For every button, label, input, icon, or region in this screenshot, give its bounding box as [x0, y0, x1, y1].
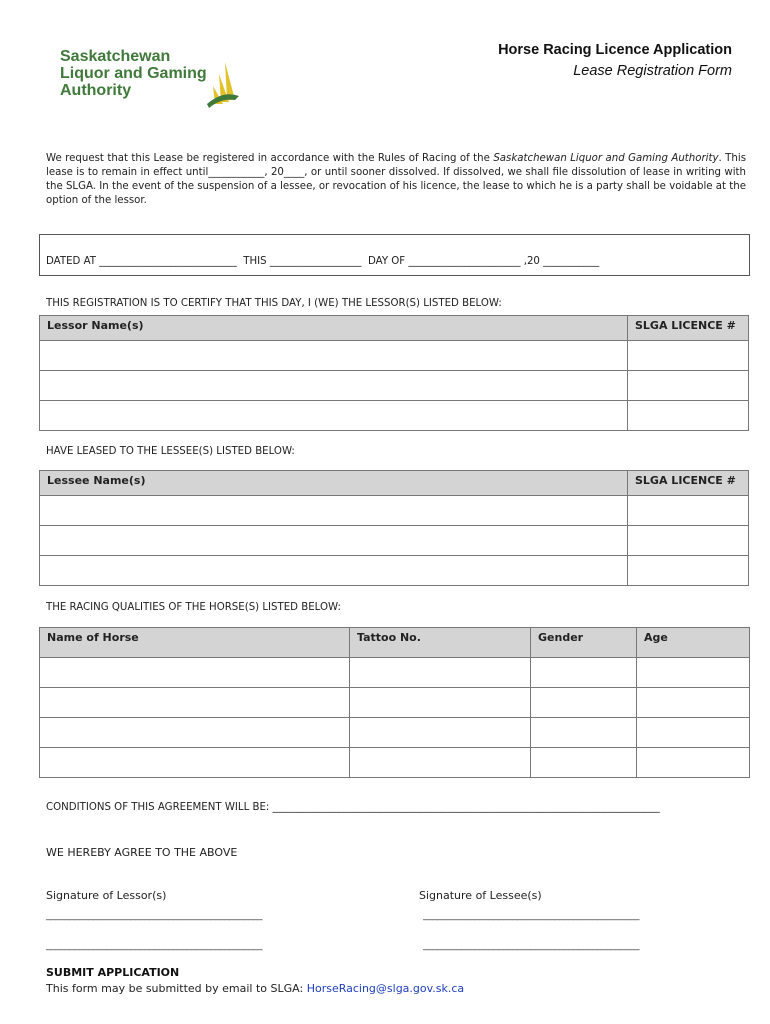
- lessor-name-cell[interactable]: [40, 371, 628, 401]
- lessee-licence-cell[interactable]: [628, 526, 749, 556]
- table-row: [40, 688, 750, 718]
- logo-line-1: Saskatchewan: [60, 48, 171, 65]
- lessor-name-cell[interactable]: [40, 401, 628, 431]
- lessee-signature-line[interactable]: ______________________________________________: [423, 940, 640, 951]
- lessee-name-cell[interactable]: [40, 526, 628, 556]
- gender-cell[interactable]: [531, 658, 637, 688]
- table-row: [40, 401, 749, 431]
- table-row: [40, 556, 749, 586]
- horse-name-header: Name of Horse: [40, 628, 350, 658]
- tattoo-cell[interactable]: [350, 718, 531, 748]
- lessor-licence-cell[interactable]: [628, 401, 749, 431]
- age-cell[interactable]: [637, 658, 750, 688]
- horse-table: [39, 627, 750, 778]
- gender-header: Gender: [531, 628, 637, 658]
- table-row: [40, 341, 749, 371]
- submit-instructions: [46, 982, 464, 995]
- table-row: [40, 526, 749, 556]
- agree-statement: WE HEREBY AGREE TO THE ABOVE: [46, 846, 238, 859]
- submit-text: This form may be submitted by email to SLGA:: [46, 982, 307, 995]
- horse-name-cell[interactable]: [40, 748, 350, 778]
- tattoo-cell[interactable]: [350, 748, 531, 778]
- lessee-signature-line[interactable]: ______________________________________________: [423, 910, 640, 921]
- lessee-section-intro: HAVE LEASED TO THE LESSEE(S) LISTED BELOW:: [46, 446, 295, 457]
- slga-logo-text: [60, 48, 207, 99]
- lessor-name-header: Lessor Name(s): [40, 316, 628, 341]
- lessor-signature-label: Signature of Lessor(s): [46, 889, 167, 902]
- lessor-name-cell[interactable]: [40, 341, 628, 371]
- horse-name-cell[interactable]: [40, 718, 350, 748]
- lessee-licence-cell[interactable]: [628, 556, 749, 586]
- tattoo-cell[interactable]: [350, 658, 531, 688]
- lessee-name-header: Lessee Name(s): [40, 471, 628, 496]
- lessor-signature-line[interactable]: ______________________________________________: [46, 940, 263, 951]
- submit-email-link[interactable]: HorseRacing@slga.gov.sk.ca: [306, 982, 465, 995]
- lessee-name-cell[interactable]: [40, 556, 628, 586]
- logo-line-3: Authority: [60, 82, 132, 99]
- age-cell[interactable]: [637, 718, 750, 748]
- form-subtitle: Lease Registration Form: [573, 63, 732, 79]
- submit-title: SUBMIT APPLICATION: [46, 966, 180, 979]
- intro-org-name: Saskatchewan Liquor and Gaming Authority: [493, 153, 719, 164]
- lessee-table: [39, 470, 749, 586]
- slga-wheat-logo-icon: [205, 60, 241, 110]
- lessor-licence-header: SLGA LICENCE #: [628, 316, 749, 341]
- age-cell[interactable]: [637, 688, 750, 718]
- table-row: [40, 496, 749, 526]
- table-row: [40, 371, 749, 401]
- conditions-line[interactable]: CONDITIONS OF THIS AGREEMENT WILL BE: ____________________________________________________________________________: [46, 802, 660, 813]
- lessee-name-cell[interactable]: [40, 496, 628, 526]
- intro-part-2: . This lease is to remain in effect until___________, 20____, or until sooner dissolved. If dissolved, we shall file dissolution of lease in writing with the SLGA. In the event of the suspension of a lessee, or revocation of his licence, the lease to which he is a party shall be voidable at the option of the lessor.: [46, 153, 746, 206]
- lessor-licence-cell[interactable]: [628, 371, 749, 401]
- lessee-signature-label: Signature of Lessee(s): [419, 889, 542, 902]
- lessor-table: [39, 315, 749, 431]
- age-cell[interactable]: [637, 748, 750, 778]
- gender-cell[interactable]: [531, 748, 637, 778]
- table-row: [40, 718, 750, 748]
- form-title: Horse Racing Licence Application: [498, 42, 732, 58]
- dated-box: [39, 234, 750, 276]
- dated-line[interactable]: DATED AT ___________________________ THIS __________________ DAY OF ______________________ ,20 ___________: [46, 256, 600, 267]
- tattoo-header: Tattoo No.: [350, 628, 531, 658]
- intro-paragraph: [46, 152, 746, 208]
- logo-line-2: Liquor and Gaming: [60, 65, 207, 82]
- horse-name-cell[interactable]: [40, 688, 350, 718]
- lessor-signature-line[interactable]: ______________________________________________: [46, 910, 263, 921]
- age-header: Age: [637, 628, 750, 658]
- tattoo-cell[interactable]: [350, 688, 531, 718]
- lessee-licence-header: SLGA LICENCE #: [628, 471, 749, 496]
- horse-section-intro: THE RACING QUALITIES OF THE HORSE(S) LISTED BELOW:: [46, 602, 341, 613]
- gender-cell[interactable]: [531, 718, 637, 748]
- lessee-licence-cell[interactable]: [628, 496, 749, 526]
- lessor-section-intro: THIS REGISTRATION IS TO CERTIFY THAT THIS DAY, I (WE) THE LESSOR(S) LISTED BELOW:: [46, 298, 502, 309]
- horse-name-cell[interactable]: [40, 658, 350, 688]
- lessor-licence-cell[interactable]: [628, 341, 749, 371]
- gender-cell[interactable]: [531, 688, 637, 718]
- table-row: [40, 658, 750, 688]
- intro-part-1: We request that this Lease be registered in accordance with the Rules of Racing of the: [46, 153, 494, 164]
- table-row: [40, 748, 750, 778]
